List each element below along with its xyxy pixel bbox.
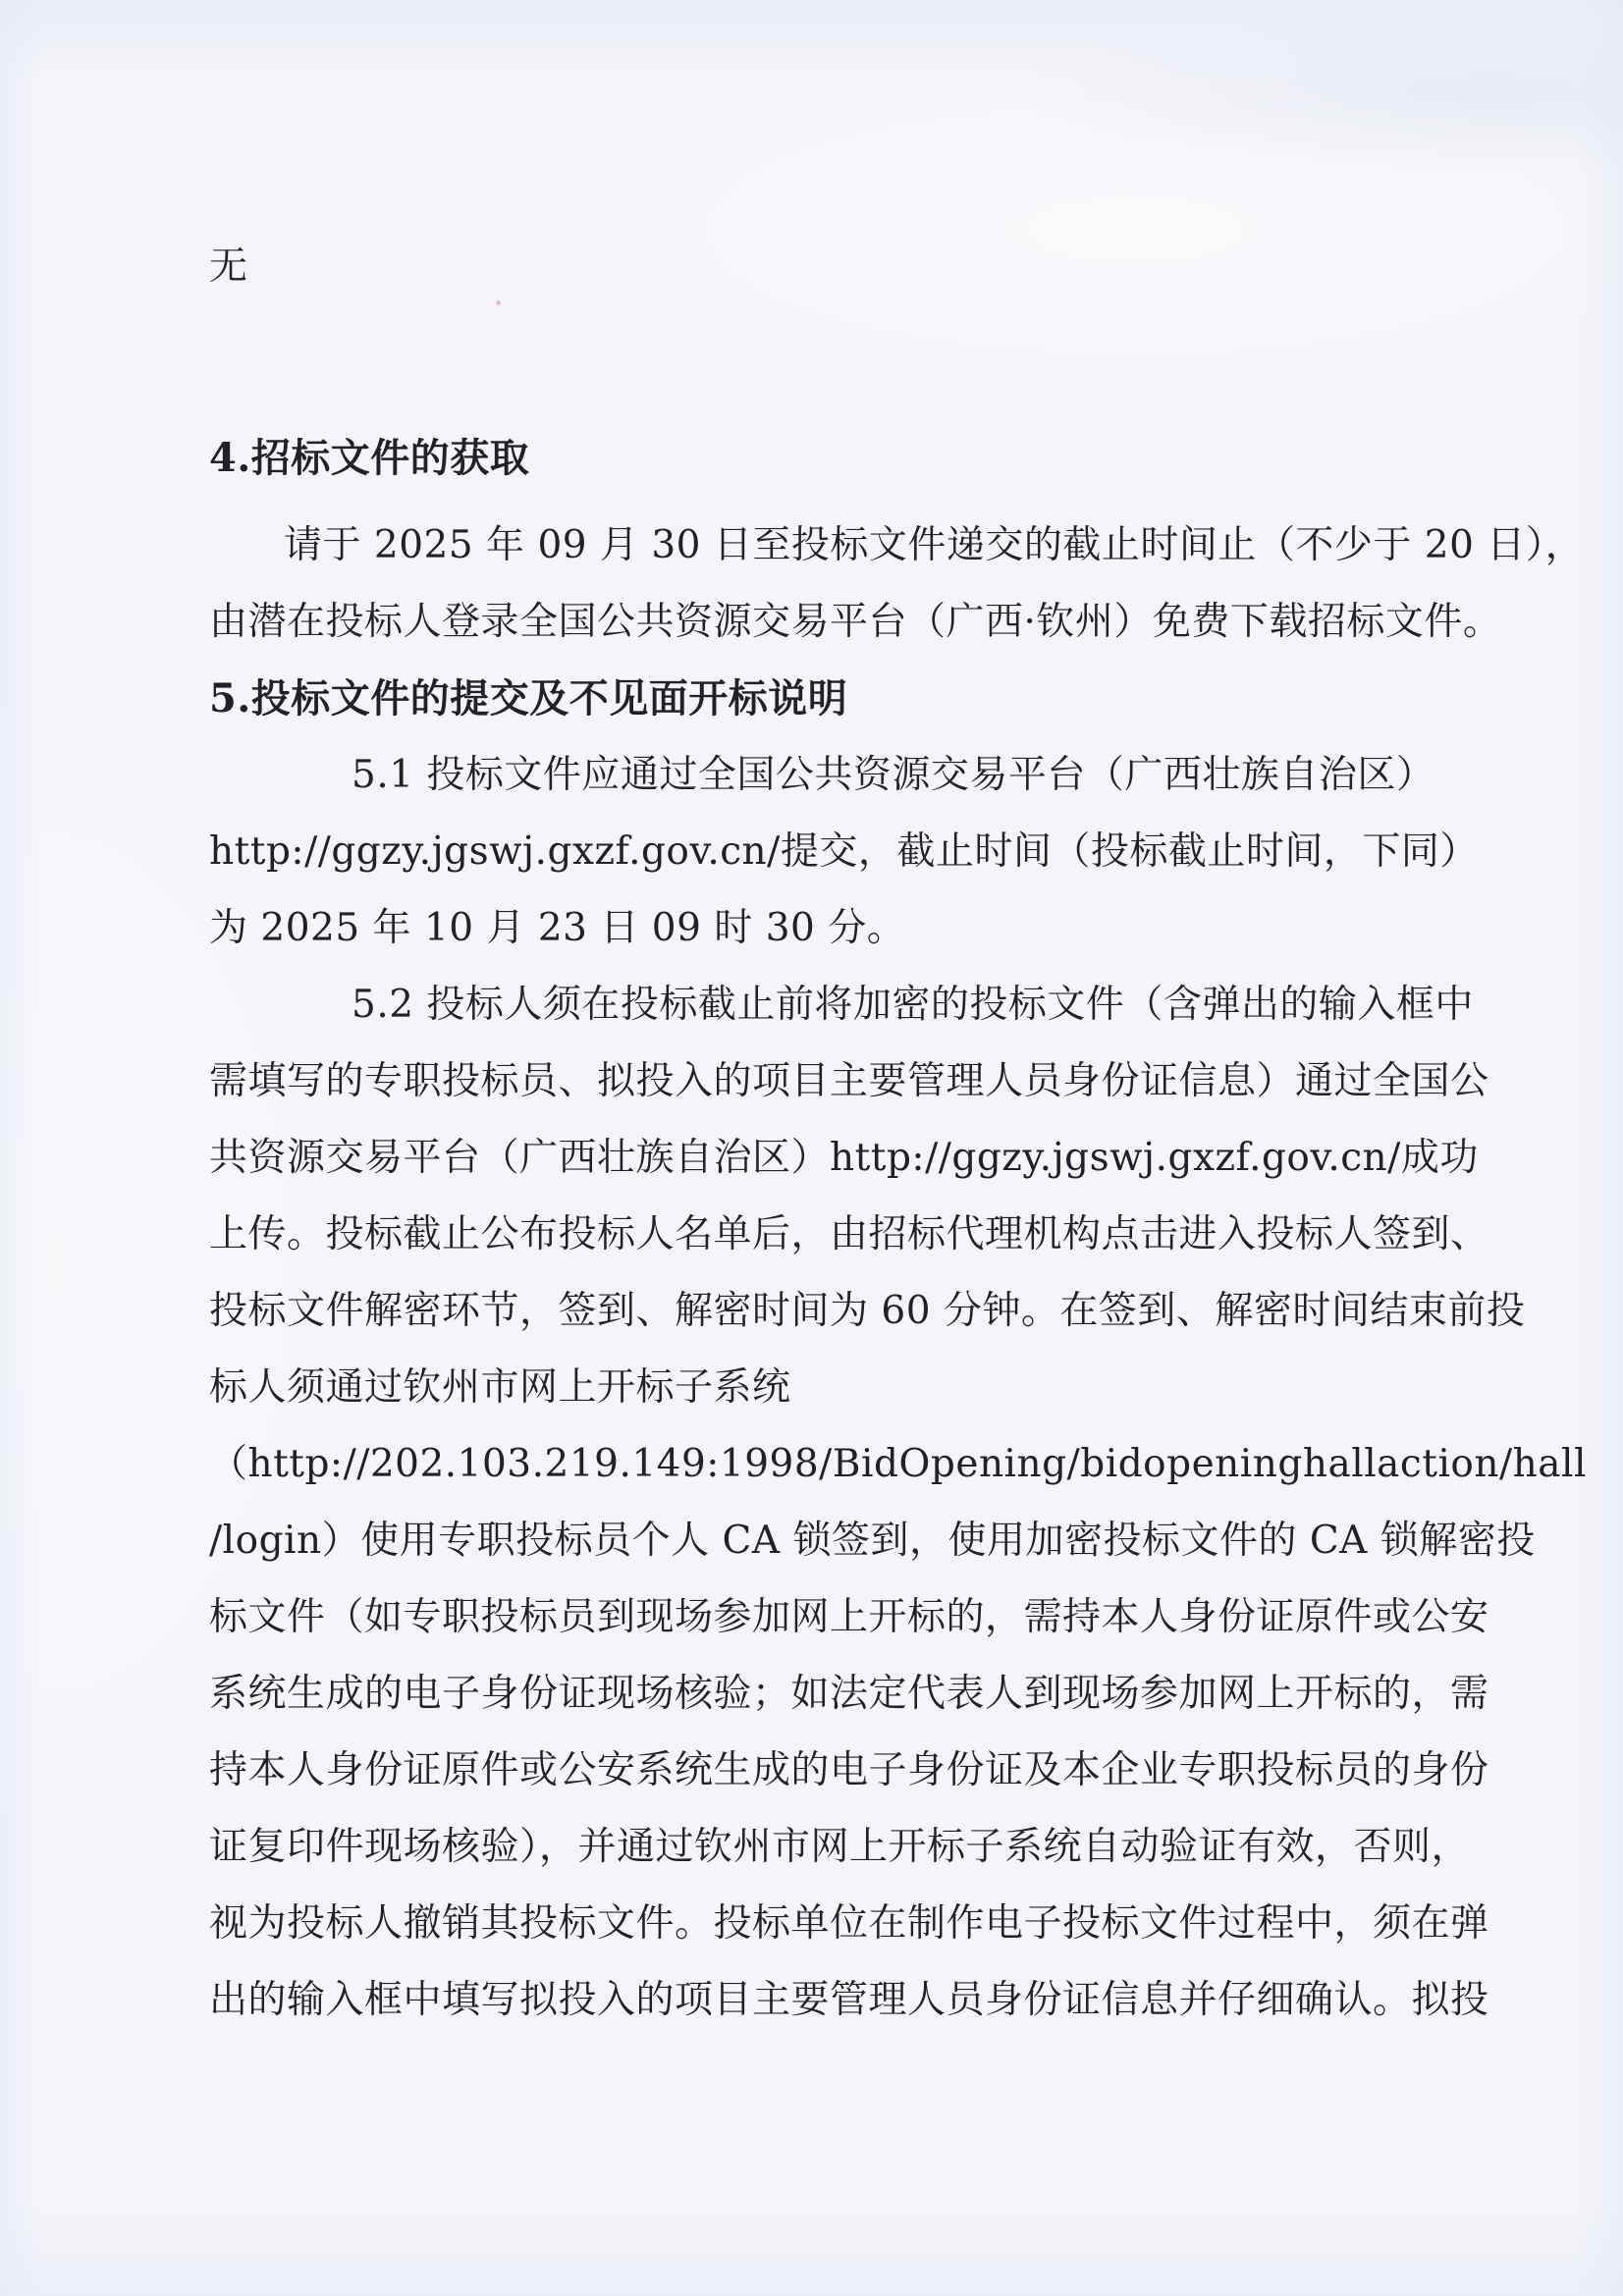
clause-5-2-line: 视为投标人撤销其投标文件。投标单位在制作电子投标文件过程中，须在弹	[209, 1901, 1489, 1946]
clause-5-2-line: 证复印件现场核验），并通过钦州市网上开标子系统自动验证有效，否则，	[209, 1825, 1471, 1869]
clause-5-2-line: 出的输入框中填写拟投入的项目主要管理人员身份证信息并仔细确认。拟投	[209, 1978, 1489, 2022]
clause-5-1-line: http://ggzy.jgswj.gxzf.gov.cn/提交，截止时间（投标截止时间，下同）	[209, 829, 1479, 874]
clause-5-2-line: 投标文件解密环节，签到、解密时间为 60 分钟。在签到、解密时间结束前投	[209, 1289, 1526, 1333]
section-4-heading: 4.招标文件的获取	[209, 435, 530, 481]
clause-5-2-line: 上传。投标截止公布投标人名单后，由招标代理机构点击进入投标人签到、	[209, 1212, 1489, 1256]
clause-5-2-line: /login）使用专职投标员个人 CA 锁签到，使用加密投标文件的 CA 锁解密投	[209, 1519, 1536, 1563]
clause-5-2-line: 持本人身份证原件或公安系统生成的电子身份证及本企业专职投标员的身份	[209, 1748, 1489, 1792]
clause-5-1-line: 5.1 投标文件应通过全国公共资源交易平台（广西壮族自治区）	[352, 753, 1435, 797]
clause-5-2-line: 5.2 投标人须在投标截止前将加密的投标文件（含弹出的输入框中	[352, 983, 1474, 1027]
clause-5-2-line: （http://202.103.219.149:1998/BidOpening/bidopeninghallaction/hall	[209, 1442, 1587, 1486]
clause-5-1-line: 为 2025 年 10 月 23 日 09 时 30 分。	[209, 906, 906, 950]
document-body	[209, 229, 1587, 2039]
section-5-heading: 5.投标文件的提交及不见面开标说明	[209, 675, 848, 721]
section-4-paragraph-line: 由潜在投标人登录全国公共资源交易平台（广西·钦州）免费下载招标文件。	[209, 600, 1502, 644]
clause-5-2-line: 共资源交易平台（广西壮族自治区）http://ggzy.jgswj.gxzf.gov.cn/成功	[209, 1136, 1479, 1180]
clause-5-2-line: 系统生成的电子身份证现场核验；如法定代表人到现场参加网上开标的，需	[209, 1672, 1489, 1716]
clause-5-2-line: 标文件（如专职投标员到现场参加网上开标的，需持本人身份证原件或公安	[209, 1595, 1489, 1639]
clause-5-2-line: 需填写的专职投标员、拟投入的项目主要管理人员身份证信息）通过全国公	[209, 1059, 1489, 1103]
preamble-none-text: 无	[209, 244, 248, 289]
clause-5-2-line: 标人须通过钦州市网上开标子系统	[209, 1365, 791, 1410]
section-4-paragraph-line: 请于 2025 年 09 月 30 日至投标文件递交的截止时间止（不少于 20 日），	[284, 523, 1585, 567]
